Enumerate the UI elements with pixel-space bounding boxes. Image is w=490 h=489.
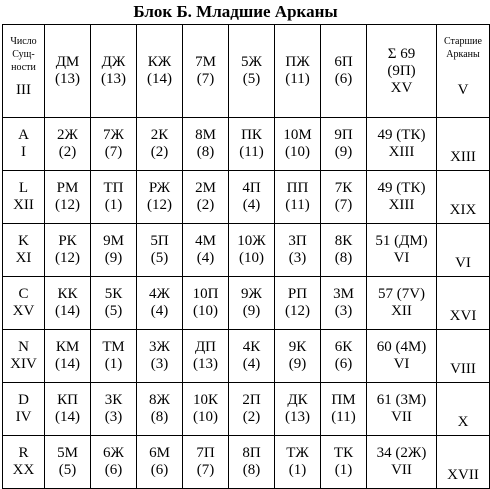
row-letter: A [18,127,29,143]
table-cell [45,171,91,224]
cell-value: (9) [334,144,353,160]
cell-code: 2К [150,127,169,143]
table-cell [229,436,275,489]
table-cell [229,171,275,224]
header-col-7 [321,25,367,118]
table-cell [45,224,91,277]
cell-value: (12) [55,250,80,266]
cell-value: (13) [193,356,218,372]
cell-value: (1) [288,462,307,478]
table-cell [183,330,229,383]
header-arcana-line2: Арканы [446,49,480,60]
header-code: 6П [334,54,353,70]
cell-value: (2) [150,144,169,160]
header-value: (13) [55,71,80,87]
table-row [3,383,490,436]
row-sum-numeral: VI [393,250,410,266]
header-essence-line3: ности [11,62,36,73]
row-numeral: I [21,144,26,160]
row-label-cell [3,330,45,383]
cell-value: (3) [104,409,123,425]
cell-value: (8) [242,462,261,478]
row-label-cell [3,118,45,171]
row-sum-cell [367,224,437,277]
cell-code: 9М [103,233,124,249]
table-cell [91,436,137,489]
cell-code: 2Ж [57,127,78,143]
table-cell [137,330,183,383]
header-value: (6) [334,71,353,87]
header-row [3,25,490,118]
row-sum-cell [367,436,437,489]
cell-code: 10П [192,286,219,302]
table-cell [91,277,137,330]
cell-code: КМ [55,339,80,355]
cell-code: 6М [149,445,170,461]
table-cell [45,330,91,383]
table-row [3,118,490,171]
cell-code: 3П [288,233,307,249]
cell-code: 3К [104,392,123,408]
cell-code: 4П [242,180,261,196]
cell-value: (4) [242,197,261,213]
row-sum-value: 61 (3М) [376,392,427,408]
header-arcana-line1: Старшие [444,36,482,47]
cell-code: ПМ [331,392,356,408]
header-sum-line2: (9П) [387,62,416,79]
header-essence-value: III [16,82,31,98]
cell-value: (7) [196,462,215,478]
row-sum-numeral: XII [391,303,412,319]
cell-value: (7) [104,144,123,160]
cell-value: (9) [242,303,261,319]
header-value: (5) [242,71,261,87]
cell-value: (4) [150,303,169,319]
table-cell [275,118,321,171]
cell-code: 4Ж [149,286,170,302]
table-cell [183,224,229,277]
cell-code: 7Ж [103,127,124,143]
cell-value: (8) [196,144,215,160]
cell-value: (2) [58,144,77,160]
cell-code: 8К [334,233,353,249]
header-col-1 [45,25,91,118]
row-arcana-cell: XIII [437,118,490,171]
cell-code: ДК [287,392,308,408]
table-row [3,224,490,277]
cell-code: 9К [288,339,307,355]
cell-code: 5М [57,445,78,461]
table-cell [321,436,367,489]
header-essence-line1: Число [10,36,37,47]
row-label-cell [3,436,45,489]
cell-value: (14) [55,409,80,425]
header-code: ДМ [55,54,80,70]
row-label-cell [3,171,45,224]
row-sum-value: 49 (ТК) [377,127,426,143]
row-sum-value: 51 (ДМ) [375,233,428,249]
row-sum-cell [367,118,437,171]
table-cell [137,383,183,436]
row-sum-cell [367,383,437,436]
cell-value: (6) [104,462,123,478]
header-col-3 [137,25,183,118]
header-essence-line2: Сущ- [12,49,35,60]
row-letter: L [18,180,29,196]
cell-code: 8П [242,445,261,461]
cell-value: (1) [104,197,123,213]
cell-value: (10) [239,250,264,266]
table-cell [275,277,321,330]
cell-value: (1) [334,462,353,478]
table-cell [183,383,229,436]
table-cell [45,118,91,171]
row-sum-numeral: XIII [388,197,415,213]
table-cell [229,224,275,277]
header-code: ДЖ [101,54,126,70]
cell-value: (6) [334,356,353,372]
cell-code: 8М [195,127,216,143]
table-cell [137,277,183,330]
table-cell [183,277,229,330]
table-cell [45,383,91,436]
cell-code: 4М [195,233,216,249]
cell-code: 10М [283,127,312,143]
row-numeral: XX [12,462,35,478]
cell-value: (10) [285,144,310,160]
cell-value: (12) [147,197,172,213]
table-cell [275,330,321,383]
table-cell [137,118,183,171]
header-col-2 [91,25,137,118]
cell-code: КП [57,392,78,408]
cell-code: 10Ж [237,233,266,249]
table-cell [91,171,137,224]
row-letter: N [18,339,29,355]
cell-code: 9П [334,127,353,143]
table-row [3,330,490,383]
cell-code: 8Ж [149,392,170,408]
cell-code: 9Ж [241,286,262,302]
table-cell [183,436,229,489]
row-arcana-cell: XVII [437,436,490,489]
cell-value: (11) [285,197,310,213]
cell-value: (9) [104,250,123,266]
cell-code: ТМ [102,339,125,355]
table-cell [229,383,275,436]
cell-value: (3) [150,356,169,372]
row-label-cell [3,277,45,330]
header-arcana-value: V [457,82,469,98]
row-letter: K [18,233,29,249]
row-arcana-cell: VI [437,224,490,277]
cell-value: (14) [55,303,80,319]
cell-value: (6) [150,462,169,478]
row-label-cell [3,383,45,436]
row-arcana-cell: VIII [437,330,490,383]
table-cell [321,224,367,277]
cell-value: (4) [242,356,261,372]
table-cell [229,118,275,171]
table-cell [183,118,229,171]
table-cell [91,330,137,383]
cell-code: 7П [196,445,215,461]
header-col-5 [229,25,275,118]
header-sum-line1: Σ 69 [387,45,416,62]
row-numeral: XIV [10,356,37,372]
table-cell [321,330,367,383]
table-cell [229,277,275,330]
cell-value: (3) [288,250,307,266]
cell-value: (9) [288,356,307,372]
cell-code: РЖ [148,180,171,196]
cell-code: 2П [242,392,261,408]
cell-value: (11) [331,409,356,425]
cell-value: (7) [334,197,353,213]
row-numeral: XI [15,250,32,266]
cell-value: (2) [196,197,215,213]
cell-value: (5) [58,462,77,478]
cell-code: ПК [241,127,262,143]
cell-code: ПП [286,180,309,196]
row-numeral: XV [12,303,35,319]
header-col-4 [183,25,229,118]
row-sum-numeral: VI [393,356,410,372]
cell-value: (12) [55,197,80,213]
header-code: 5Ж [241,54,262,70]
row-sum-cell [367,277,437,330]
cell-code: 10К [192,392,218,408]
arcana-table [2,24,490,489]
row-sum-numeral: XIII [388,144,415,160]
table-cell [275,383,321,436]
cell-code: РМ [56,180,79,196]
cell-code: 6Ж [103,445,124,461]
header-code: ПЖ [285,54,310,70]
cell-value: (13) [285,409,310,425]
cell-value: (14) [55,356,80,372]
row-sum-cell [367,330,437,383]
cell-value: (11) [239,144,264,160]
table-cell [91,383,137,436]
header-essence-cell [3,25,45,118]
table-row [3,277,490,330]
cell-value: (10) [193,409,218,425]
table-cell [321,171,367,224]
cell-value: (12) [285,303,310,319]
row-sum-value: 49 (ТК) [377,180,426,196]
cell-code: 2М [195,180,216,196]
cell-value: (5) [104,303,123,319]
cell-value: (8) [150,409,169,425]
cell-code: 6К [334,339,353,355]
cell-value: (3) [334,303,353,319]
table-cell [321,383,367,436]
row-arcana-cell: XVI [437,277,490,330]
row-sum-cell [367,171,437,224]
table-cell [275,171,321,224]
cell-code: ТЖ [286,445,309,461]
table-cell [275,224,321,277]
table-cell [137,171,183,224]
table-cell [137,436,183,489]
table-cell [137,224,183,277]
row-sum-value: 60 (4М) [376,339,427,355]
table-cell [91,118,137,171]
cell-value: (4) [196,250,215,266]
cell-value: (5) [150,250,169,266]
header-sum-line3: XV [390,79,413,96]
cell-code: КК [57,286,78,302]
header-code: 7М [195,54,216,70]
header-code: КЖ [147,54,172,70]
cell-code: ТК [333,445,354,461]
row-sum-value: 57 (7V) [377,286,426,302]
table-cell [183,171,229,224]
header-value: (7) [196,71,215,87]
cell-value: (10) [193,303,218,319]
cell-code: РК [58,233,77,249]
table-cell [275,436,321,489]
cell-code: 3Ж [149,339,170,355]
cell-code: 5П [150,233,169,249]
cell-code: 7К [334,180,353,196]
header-value: (13) [101,71,126,87]
cell-code: РП [287,286,308,302]
cell-code: 5К [104,286,123,302]
cell-code: ТП [103,180,124,196]
header-sum-cell [367,25,437,118]
cell-value: (2) [242,409,261,425]
table-cell [91,224,137,277]
header-col-6 [275,25,321,118]
row-numeral: IV [15,409,32,425]
header-value: (11) [285,71,310,87]
table-cell [45,436,91,489]
table-row [3,171,490,224]
cell-value: (8) [334,250,353,266]
cell-value: (1) [104,356,123,372]
page-title: Блок Б. Младшие Арканы [133,2,338,21]
table-cell [321,277,367,330]
row-letter: R [18,445,29,461]
cell-code: ДП [194,339,217,355]
row-label-cell [3,224,45,277]
row-letter: C [18,286,29,302]
table-cell [321,118,367,171]
row-sum-numeral: VII [391,462,412,478]
row-sum-value: 34 (2Ж) [376,445,427,461]
header-arcana-cell [437,25,490,118]
row-letter: D [18,392,29,408]
table-row [3,436,490,489]
row-sum-numeral: VII [391,409,412,425]
cell-code: 3М [333,286,354,302]
table-cell [45,277,91,330]
row-arcana-cell: X [437,383,490,436]
cell-code: 4К [242,339,261,355]
table-cell [229,330,275,383]
row-numeral: XII [13,197,34,213]
header-value: (14) [147,71,172,87]
row-arcana-cell: XIX [437,171,490,224]
